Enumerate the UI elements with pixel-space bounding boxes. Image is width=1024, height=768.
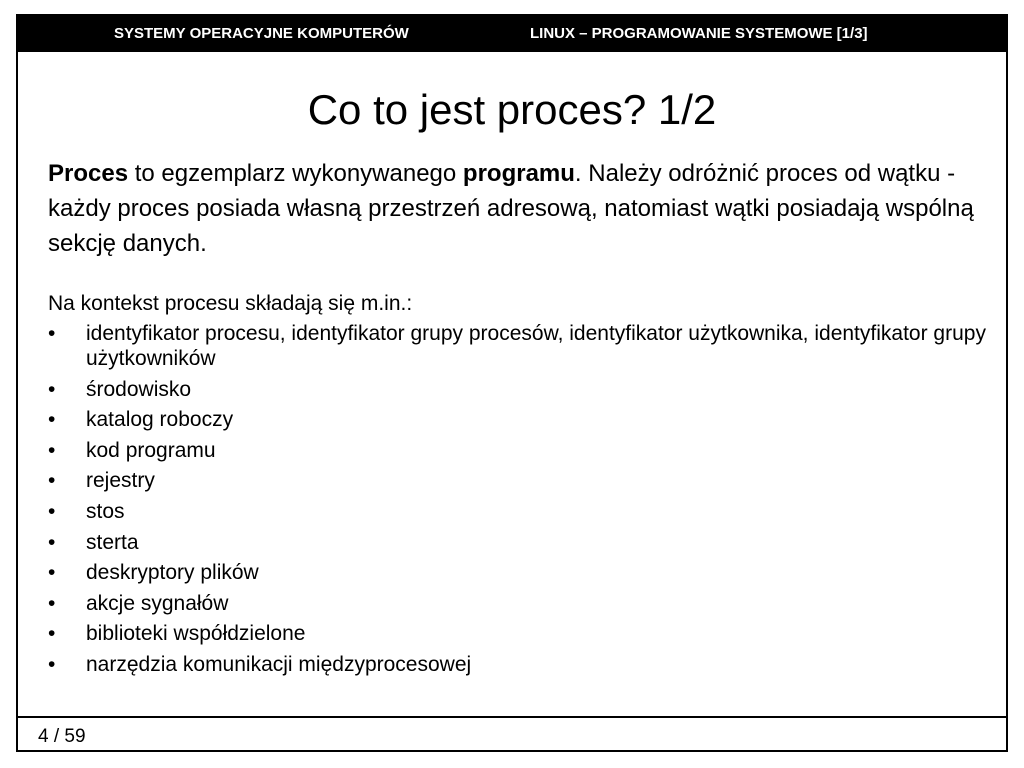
list-item: [48, 560, 998, 585]
header-bar: [18, 16, 1006, 52]
intro-text-1: to egzemplarz wykonywanego: [128, 160, 463, 187]
bullet-icon: •: [48, 652, 56, 676]
list-item: [48, 530, 998, 555]
list-item: [48, 499, 998, 524]
term-program: programu: [462, 160, 575, 187]
list-item-text: biblioteki współdzielone: [86, 622, 306, 646]
bullet-icon: •: [48, 530, 56, 554]
lecture-title: LINUX – PROGRAMOWANIE SYSTEMOWE [1/3]: [530, 25, 868, 42]
list-item-text: rejestry: [86, 469, 155, 493]
list-item-text: narzędzia komunikacji międzyprocesowej: [86, 652, 472, 676]
bullet-icon: •: [48, 438, 56, 462]
list-item-text: akcje sygnałów: [86, 591, 229, 615]
bullet-icon: •: [48, 469, 56, 493]
list-item-text: kod programu: [86, 438, 216, 462]
intro-paragraph: [48, 156, 998, 261]
list-item: [48, 591, 998, 616]
bullet-icon: •: [48, 377, 56, 401]
list-item: [48, 621, 998, 646]
list-item-text: katalog roboczy: [86, 408, 234, 432]
bullet-icon: •: [48, 561, 56, 585]
list-item: [48, 407, 998, 432]
footer-bar: [18, 716, 1006, 750]
bullet-icon: •: [48, 499, 56, 523]
list-item-text: deskryptory plików: [86, 561, 259, 585]
slide-frame: [16, 14, 1008, 752]
list-item: [48, 377, 998, 402]
list-item-text: środowisko: [86, 377, 192, 401]
course-title: SYSTEMY OPERACYJNE KOMPUTERÓW: [114, 25, 409, 42]
list-item: [48, 321, 998, 371]
list-item-text: stos: [86, 499, 125, 523]
list-item: [48, 438, 998, 463]
list-item-text: identyfikator procesu, identyfikator grupy procesów, identyfikator użytkownika, identyfikator grupy użytkowników: [86, 322, 986, 370]
bullet-icon: •: [48, 591, 56, 615]
context-label: Na kontekst procesu składają się m.in.:: [48, 292, 413, 315]
context-list: [48, 321, 998, 683]
intro-text-2: . Należy odróżnić proces od wątku - każdy proces posiada własną przestrzeń adresową, natomiast wątki posiadają wspólną sekcję danych.: [48, 160, 974, 257]
bullet-icon: •: [48, 322, 56, 345]
slide-title: Co to jest proces? 1/2: [307, 86, 717, 133]
bullet-icon: •: [48, 408, 56, 432]
list-item: [48, 652, 998, 677]
list-item-text: sterta: [86, 530, 139, 554]
list-item: [48, 468, 998, 493]
bullet-icon: •: [48, 622, 56, 646]
page-number: 4 / 59: [38, 726, 86, 747]
term-proces: Proces: [48, 160, 129, 187]
